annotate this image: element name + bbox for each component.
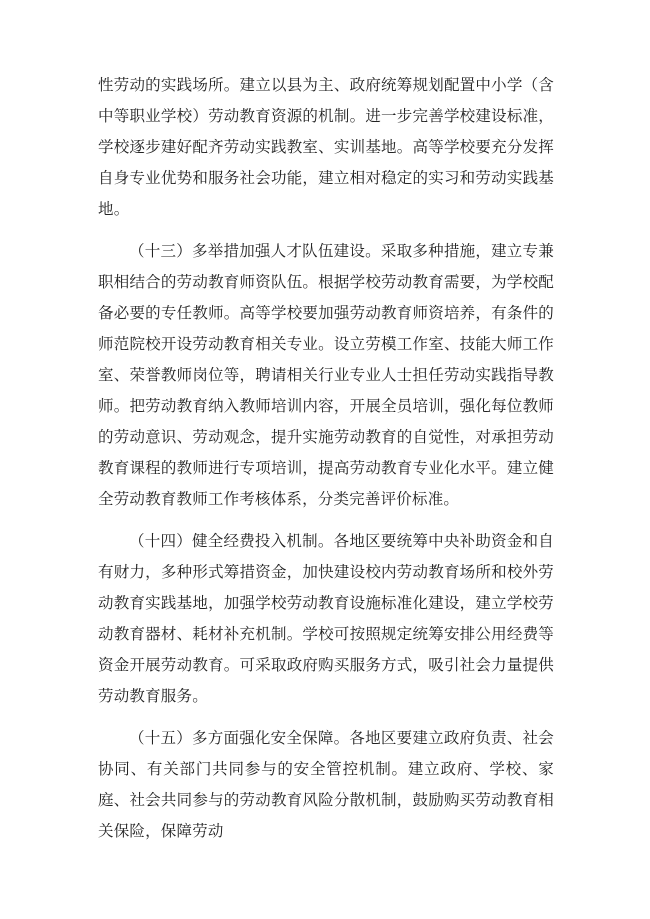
paragraph-section-13: （十三）多举措加强人才队伍建设。采取多种措施，建立专兼职相结合的劳动教育师资队伍。根据学校劳动教育需要，为学校配备必要的专任教师。高等学校要加强劳动教育师资培养，有条件的师范院校开设劳动教育相关专业。设立劳模工作室、技能大师工作室、荣誉教师岗位等，聘请相关行业专业人士担任劳动实践指导教师。把劳动教育纳入教师培训内容，开展全员培训，强化每位教师的劳动意识、劳动观念，提升实施劳动教育的自觉性，对承担劳动教育课程的教师进行专项培训，提高劳动教育专业化水平。建立健全劳动教育教师工作考核体系，分类完善评价标准。 — [98, 242, 554, 508]
paragraph-continuation: 性劳动的实践场所。建立以县为主、政府统筹规划配置中小学（含中等职业学校）劳动教育资源的机制。进一步完善学校建设标准，学校逐步建好配齐劳动实践教室、实训基地。高等学校要充分发挥自身专业优势和服务社会功能，建立相对稳定的实习和劳动实践基地。 — [98, 76, 554, 218]
paragraph-section-14: （十四）健全经费投入机制。各地区要统筹中央补助资金和自有财力，多种形式筹措资金，加快建设校内劳动教育场所和校外劳动教育实践基地，加强学校劳动教育设施标准化建设，建立学校劳动教育器材、耗材补充机制。学校可按照规定统筹安排公用经费等资金开展劳动教育。可采取政府购买服务方式，吸引社会力量提供劳动教育服务。 — [98, 532, 554, 705]
paragraph-section-15: （十五）多方面强化安全保障。各地区要建立政府负责、社会协同、有关部门共同参与的安全管控机制。建立政府、学校、家庭、社会共同参与的劳动教育风险分散机制，鼓励购买劳动教育相关保险，保障劳动 — [98, 729, 554, 840]
